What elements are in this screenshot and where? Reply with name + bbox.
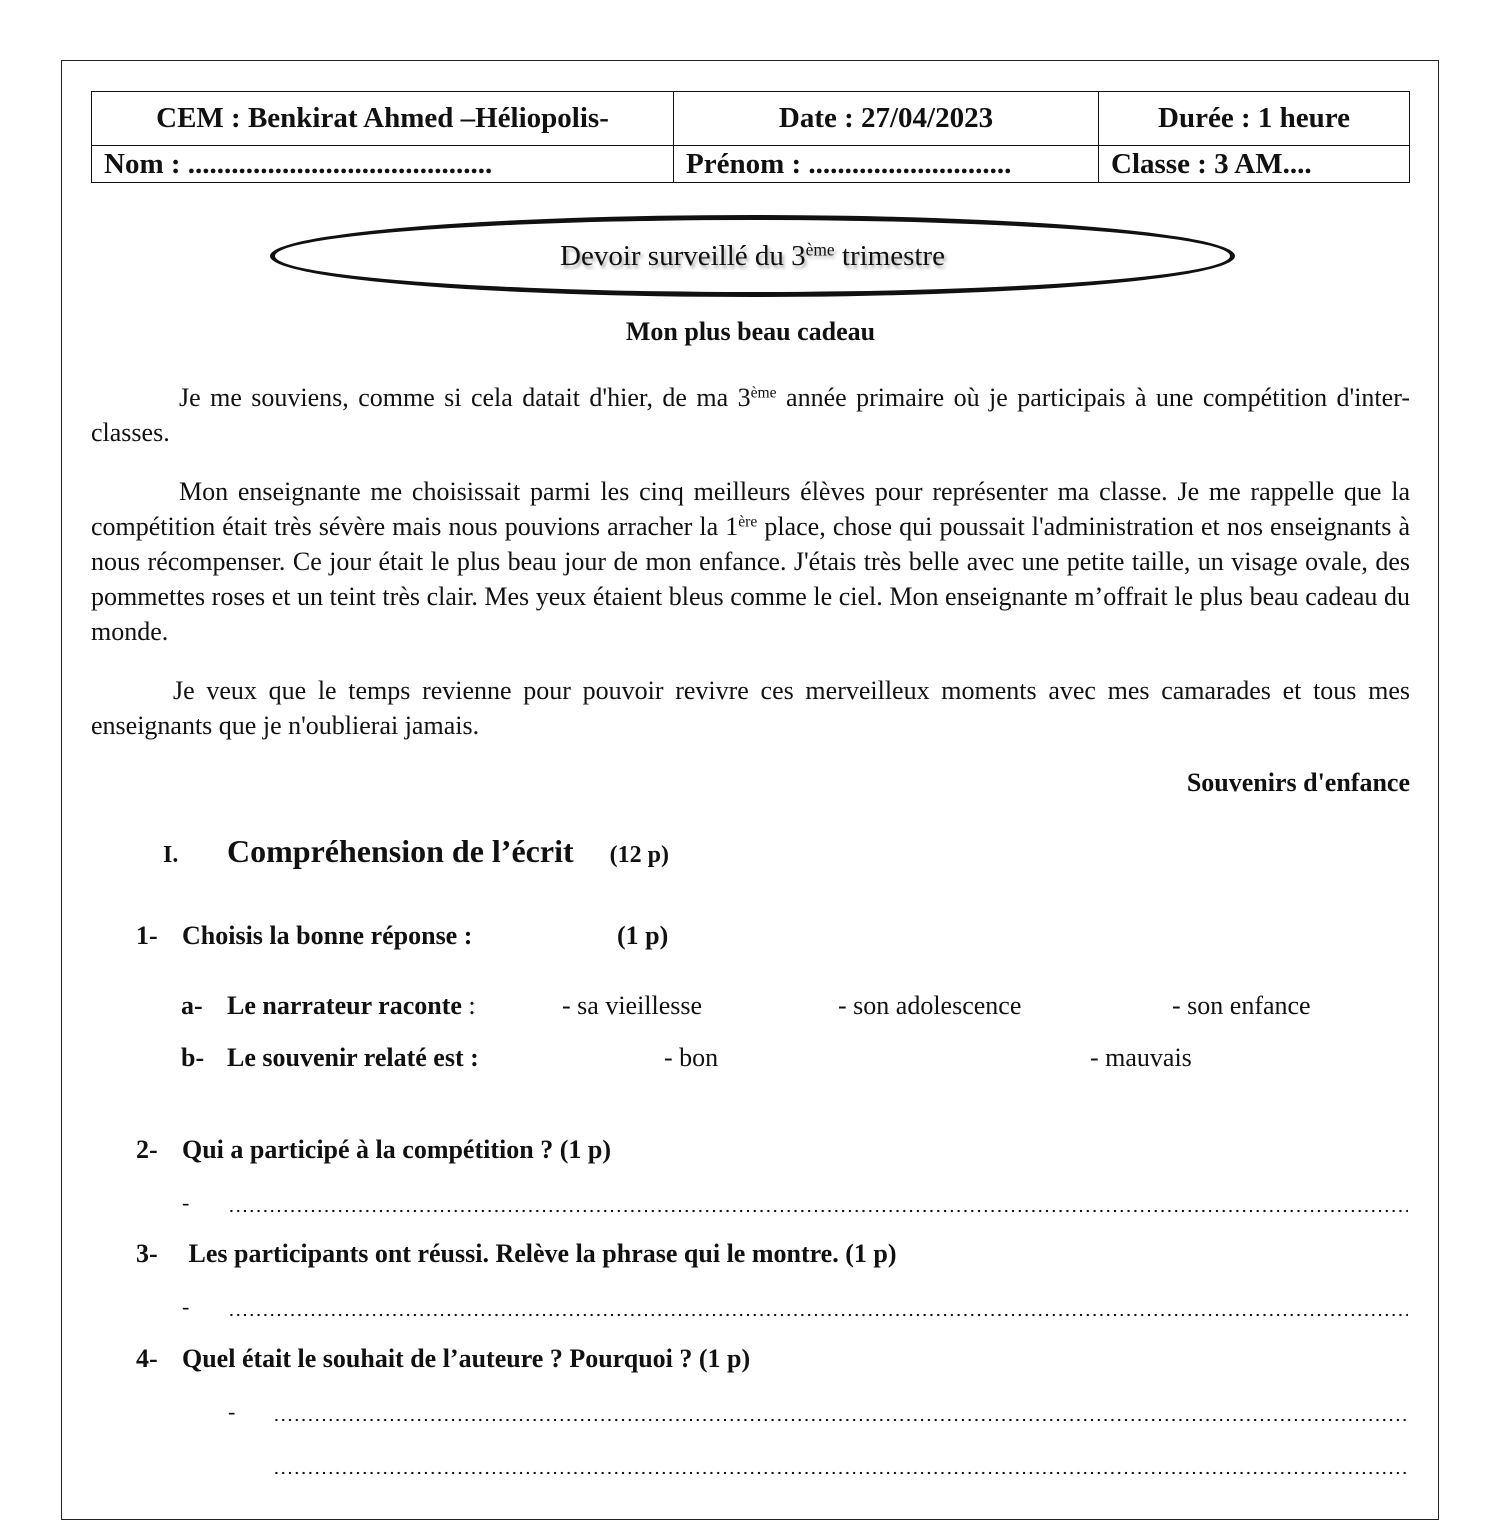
paragraph-2-text-end: place, chose qui poussait l'administration et nos enseignants à nous récompenser. Ce jour était le plus beau jour de mon enfance. J'étais très belle avec une petite taille, un visage ovale, des pommettes roses et un teint très clair. Mes yeux étaient bleus comme le ciel. Mon enseignante m’offrait le plus beau cadeau du monde. [91,512,1410,646]
option-adolescence[interactable]: - son adolescence [838,991,1022,1020]
exam-duration: Durée : 1 heure [1099,92,1410,146]
question-number: 3- [136,1239,158,1268]
answer-line-3[interactable] [228,1313,1408,1317]
paragraph-3 [91,673,1410,743]
answer-line-4b[interactable] [273,1471,1408,1475]
paragraph-2-sup: ère [738,513,758,531]
item-suffix: : [461,991,476,1020]
question-1b [181,1043,479,1073]
name-field[interactable]: Nom : .......................................... [92,146,674,183]
item-letter: a- [181,991,203,1020]
answer-line-2[interactable] [228,1209,1408,1213]
paragraph-2-text: Mon enseignante me choisissait parmi les cinq meilleurs élèves pour représenter ma classe. Je me rappelle que la compétition était très sévère mais nous pouvions arracher la 1 [91,477,1410,541]
exam-title-text: Devoir surveillé du 3 [560,240,806,272]
section-number: I. [163,842,179,868]
item-label: Le souvenir relaté est : [227,1043,479,1072]
firstname-field[interactable]: Prénom : ............................ [674,146,1099,183]
answer-dash: - [182,1294,190,1319]
question-4 [136,1344,750,1374]
section-label: Compréhension de l’écrit [227,833,574,869]
answer-line-4a[interactable] [273,1418,1408,1422]
exam-title-sup: ème [805,239,835,260]
item-letter: b- [181,1043,205,1072]
paragraph-1 [91,380,1410,450]
section-heading [163,833,669,870]
class-field[interactable]: Classe : 3 AM.... [1099,146,1410,183]
text-source: Souvenirs d'enfance [1186,768,1410,797]
paragraph-1-text-end: année primaire où je participais à une compétition d'inter- classes. [91,383,1410,447]
header-table [91,91,1410,183]
option-vieillesse[interactable]: - sa vieillesse [562,991,703,1020]
paragraph-2 [91,474,1410,649]
exam-date: Date : 27/04/2023 [674,92,1099,146]
paragraph-1-sup: ème [750,384,777,402]
question-2 [136,1135,611,1165]
question-text: Les participants ont réussi. Relève la phrase qui le montre. (1 p) [182,1239,897,1268]
question-text: Choisis la bonne réponse : [182,921,473,950]
option-bon[interactable]: - bon [664,1043,719,1072]
exam-title [270,240,1235,273]
option-enfance[interactable]: - son enfance [1172,991,1311,1020]
school-name: CEM : Benkirat Ahmed –Héliopolis- [92,92,674,146]
question-text: Qui a participé à la compétition ? (1 p) [182,1135,611,1164]
question-1a [181,991,476,1021]
paragraph-1-text: Je me souviens, comme si cela datait d'hier, de ma 3 [179,383,751,412]
question-text: Quel était le souhait de l’auteure ? Pourquoi ? (1 p) [182,1344,751,1373]
question-number: 4- [136,1344,158,1373]
question-3 [136,1239,897,1269]
question-1 [136,921,472,951]
question-1-points: (1 p) [617,921,669,950]
paragraph-3-text: Je veux que le temps revienne pour pouvoir revivre ces merveilleux moments avec mes camarades et tous mes enseignants que je n'oublierai jamais. [91,676,1410,740]
exam-title-suffix: trimestre [834,240,945,272]
answer-dash: - [182,1190,190,1215]
option-mauvais[interactable]: - mauvais [1090,1043,1192,1072]
text-title: Mon plus beau cadeau [625,317,876,346]
question-number: 2- [136,1135,158,1164]
section-points: (12 p) [609,842,669,868]
answer-dash: - [228,1399,236,1424]
item-label: Le narrateur raconte [227,991,462,1020]
question-number: 1- [136,921,158,950]
